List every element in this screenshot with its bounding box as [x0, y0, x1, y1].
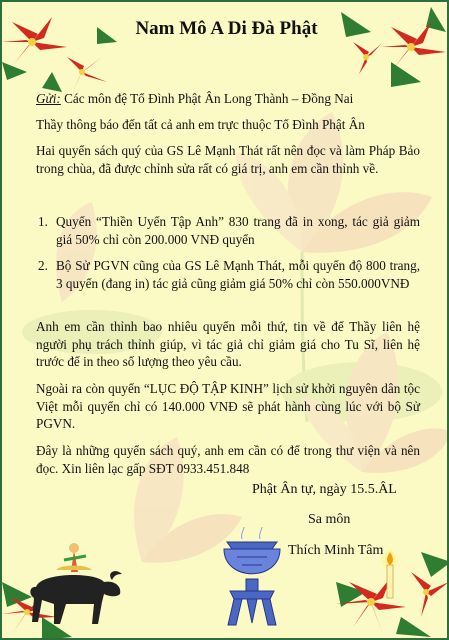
buffalo-herdsman-icon: [16, 542, 126, 627]
list-item: [38, 213, 420, 248]
list-item-number: 2.: [38, 258, 48, 273]
intro-line: Thầy thông báo đến tất cả anh em trực thuộc Tổ Đình Phật Ân: [36, 117, 365, 132]
poinsettia-flowers-icon: [331, 2, 449, 97]
list-item: [38, 257, 420, 292]
list-item-text: Bộ Sử PGVN cũng của GS Lê Mạnh Thát, mỗi quyển độ 800 trang, 3 quyển (đang in) tác giả cũng giảm giá 50% chỉ còn 550.000VNĐ: [56, 258, 420, 291]
signature-date: Phật Ân tự, ngày 15.5.ÂL: [252, 482, 397, 497]
paragraph-3: Ngoài ra còn quyển “LỤC ĐỘ TẬP KINH” lịch sử khởi nguyên dân tộc Việt mỗi quyển chỉ có 140.000 VNĐ sẽ phát hành cùng lúc với bộ Sử PGVN.: [36, 381, 420, 431]
paragraph-2: Anh em cần thỉnh bao nhiêu quyển mỗi thứ, tin về để Thầy liên hệ người phụ trách thỉnh giúp, vì tác giả chỉ giảm giá cho Tu Sĩ, liên hệ trước để in theo số lượng theo yêu cầu.: [36, 319, 420, 369]
paragraph-4: Đây là những quyển sách quý, anh em cần có để trong thư viện và nên đọc. Xin liên lạc gấp SĐT 0933.451.848: [36, 443, 420, 476]
paragraph-1: Hai quyển sách quý của GS Lê Mạnh Thát rất nên đọc và làm Pháp Bảo trong chùa, đã được chỉnh sửa rất có giá trị, anh em cần thỉnh về.: [36, 143, 420, 176]
page-title: Nam Mô A Di Đà Phật: [135, 18, 318, 39]
recipient-line: [36, 90, 420, 108]
poinsettia-flowers-icon: [2, 2, 122, 97]
recipient-label: Gửi:: [36, 91, 61, 106]
recipient-text: Các môn đệ Tổ Đình Phật Ân Long Thành – Đồng Nai: [60, 91, 354, 106]
signature-name: Thích Minh Tâm: [288, 543, 384, 558]
signature-title: Sa môn: [308, 512, 351, 527]
list-item-text: Quyển “Thiền Uyển Tập Anh” 830 trang đã in xong, tác giả giảm giá 50% chỉ còn 200.000 VNĐ quyển: [56, 214, 420, 247]
incense-burner-icon: [212, 527, 292, 632]
list-item-number: 1.: [38, 214, 48, 229]
